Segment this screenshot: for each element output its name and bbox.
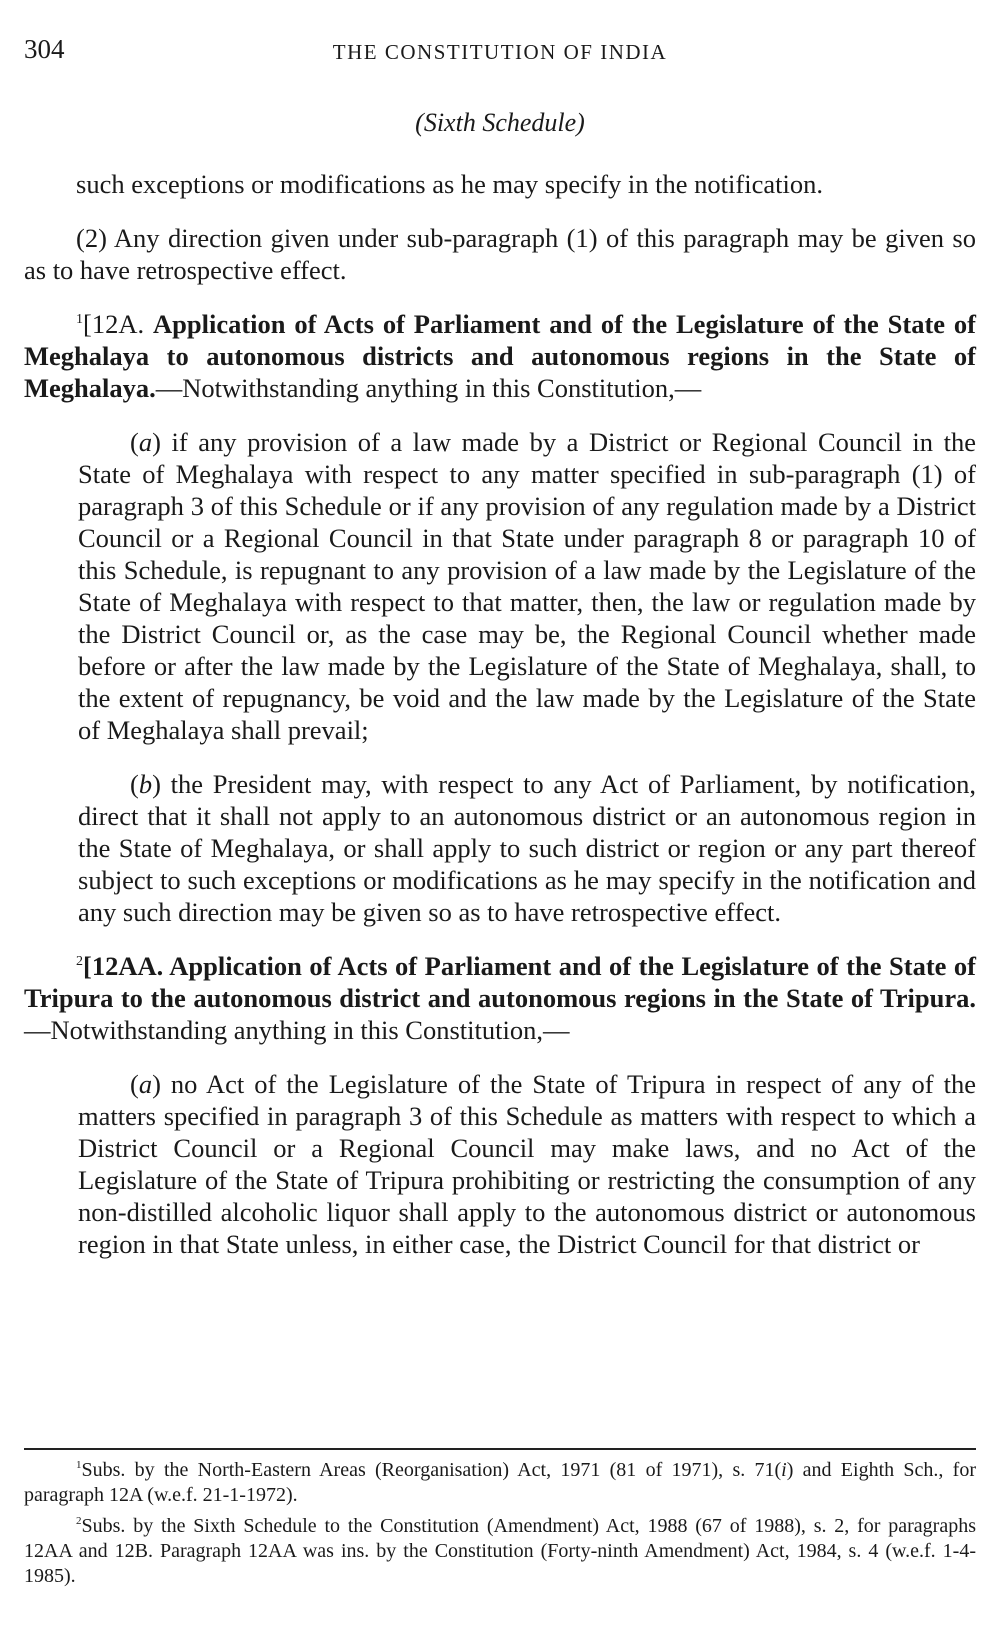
clause-label: b	[138, 769, 153, 799]
paragraph-heading: Application of Acts of Parliament and of the Legislature of the State of Meghalaya to autonomous districts and autonomous regions in the State of Meghalaya.	[24, 309, 977, 403]
clause-12a-a: (a) if any provision of a law made by a District or Regional Council in the State of Meghalaya with respect to any matter specified in sub-paragraph (1) of paragraph 3 of this Schedule or if any provision of any regulation made by a District Council or a Regional Council in that State under paragraph 8 or paragraph 10 of this Schedule, is repugnant to any provision of a law made by the Legislature of the State of Meghalaya with respect to that matter, then, the law or regulation made by the District Council or, as the case may be, the Regional Council whether made before or after the law made by the Legislature of the State of Meghalaya, shall, to the extent of repugnancy, be void and the law made by the Legislature of the State of Meghalaya shall prevail;	[78, 427, 976, 745]
paragraph-lead: —Notwithstanding anything in this Constitution,—	[155, 373, 702, 403]
footnote-text: Subs. by the Sixth Schedule to the Constitution (Amendment) Act, 1988 (67 of 1988), s. 2, for paragraphs 12AA and 12B. Paragraph 12AA was ins. by the Constitution (Forty-ninth Amendment) Act, 1984, s. 4 (w.e.f. 1-4-1985).	[24, 1515, 976, 1587]
paragraph-lead: —Notwithstanding anything in this Constitution,—	[24, 1015, 570, 1045]
clause-12aa-a: (a) no Act of the Legislature of the State of Tripura in respect of any of the matters specified in paragraph 3 of this Schedule as matters with respect to which a District Council or a Regional Council may make laws, and no Act of the Legislature of the State of Tripura prohibiting or restricting the consumption of any non-distilled alcoholic liquor shall apply to the autonomous district or autonomous region in that State unless, in either case, the District Council for that district or	[78, 1069, 976, 1259]
footnote-2	[24, 1514, 976, 1589]
paragraph-12a	[24, 308, 976, 404]
clause-label: a	[138, 1069, 153, 1099]
footnotes	[24, 1458, 976, 1589]
running-title: THE CONSTITUTION OF INDIA	[332, 40, 668, 64]
clause-text: no Act of the Legislature of the State of Tripura in respect of any of the matters specified in paragraph 3 of this Schedule as matters with respect to which a District Council or a Regional Council may make laws, and no Act of the Legislature of the State of Tripura prohibiting or restricting the consumption of any non-distilled alcoholic liquor shall apply to the autonomous district or autonomous region in that State unless, in either case, the District Council for that district or	[78, 1069, 976, 1259]
section-label: (Sixth Schedule)	[415, 108, 585, 137]
clause-text: if any provision of a law made by a District or Regional Council in the State of Meghalaya with respect to any matter specified in sub-paragraph (1) of paragraph 3 of this Schedule or if any provision of any regulation made by a District Council or a Regional Council in that State under paragraph 8 or paragraph 10 of this Schedule, is repugnant to any provision of a law made by the Legislature of the State of Meghalaya with respect to that matter, then, the law or regulation made by the District Council or, as the case may be, the Regional Council whether made before or after the law made by the Legislature of the State of Meghalaya, shall, to the extent of repugnancy, be void and the law made by the Legislature of the State of Meghalaya shall prevail;	[78, 427, 976, 745]
paragraph-opening: [12A.	[83, 309, 153, 339]
footnote-ref-2[interactable]: 2	[76, 954, 83, 969]
body-text	[24, 168, 976, 1260]
footnote-divider	[24, 1448, 976, 1450]
footnote-mark: 1	[76, 1459, 82, 1471]
clause-text: the President may, with respect to any Act of Parliament, by notification, direct that it shall not apply to an autonomous district or an autonomous region in the State of Meghalaya, or shall apply to such district or region or any part thereof subject to such exceptions or modifications as he may specify in the notification and any such direction may be given so as to have retrospective effect.	[78, 769, 976, 927]
paragraph-heading: Application of Acts of Parliament and of the Legislature of the State of Tripura to the autonomous district and autonomous regions in the State of Tripura.	[24, 951, 977, 1013]
clause-label: a	[138, 427, 153, 457]
footnote-mark: 2	[76, 1515, 82, 1527]
subparagraph-2: (2) Any direction given under sub-paragraph (1) of this paragraph may be given so as to have retrospective effect.	[24, 223, 976, 285]
page-number: 304	[24, 34, 65, 64]
clause-12a-b: (b) the President may, with respect to any Act of Parliament, by notification, direct that it shall not apply to an autonomous district or an autonomous region in the State of Meghalaya, or shall apply to such district or region or any part thereof subject to such exceptions or modifications as he may specify in the notification and any such direction may be given so as to have retrospective effect.	[78, 769, 976, 927]
paragraph-12aa	[24, 950, 976, 1046]
paragraph-opening: [12AA.	[83, 951, 170, 981]
footnote-text: Subs. by the North-Eastern Areas (Reorganisation) Act, 1971 (81 of 1971), s. 71(	[81, 1459, 782, 1481]
footnote-text-italic: i	[781, 1459, 787, 1481]
footnote-1	[24, 1458, 976, 1508]
footnote-ref-1[interactable]: 1	[76, 312, 83, 327]
page-header	[24, 34, 976, 68]
continuation-paragraph: such exceptions or modifications as he may specify in the notification.	[76, 169, 823, 199]
footnote-text-end: ) and Eighth Sch., for paragraph 12A (w.e.f. 21-1-1972).	[24, 1459, 976, 1506]
